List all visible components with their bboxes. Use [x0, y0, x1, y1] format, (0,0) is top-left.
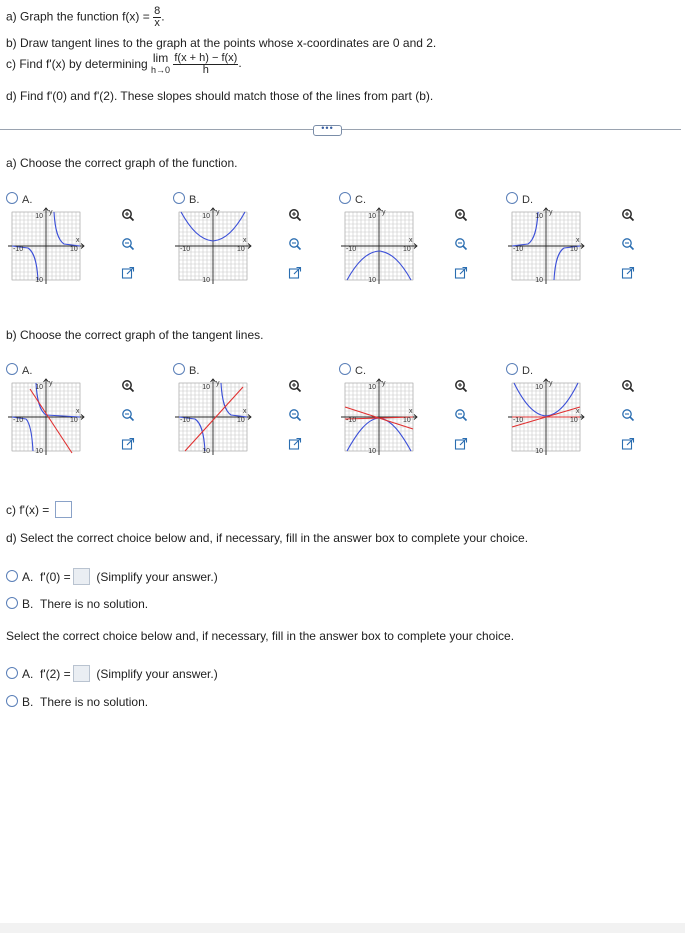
y-axis-label: y: [382, 209, 386, 216]
x-max-label: 10: [237, 417, 245, 424]
option-b-radio[interactable]: [173, 192, 199, 206]
section-b-prompt: b) Choose the correct graph of the tangent lines.: [6, 328, 264, 342]
part-c-answer-label: c) f'(x) =: [6, 503, 53, 517]
expand-dots-button[interactable]: •••: [313, 125, 342, 136]
fraction-denominator: x: [154, 17, 160, 29]
zoom-in-icon[interactable]: [288, 379, 302, 393]
option-a-radio[interactable]: [6, 363, 32, 377]
radio-button[interactable]: [6, 192, 18, 204]
x-max-label: 10: [403, 417, 411, 424]
y-min-label: 10: [368, 448, 376, 455]
simplify-hint: (Simplify your answer.): [96, 570, 218, 584]
section-a-prompt: a) Choose the correct graph of the function.: [6, 156, 238, 170]
x-max-label: 10: [70, 417, 78, 424]
zoom-in-icon[interactable]: [288, 208, 302, 222]
y-min-label: 10: [35, 277, 43, 284]
zoom-in-icon[interactable]: [621, 208, 635, 222]
radio-fprime0-b[interactable]: [6, 597, 18, 609]
choice-label: f'(2) =: [40, 667, 71, 681]
x-max-label: 10: [403, 246, 411, 253]
zoom-in-icon[interactable]: [454, 379, 468, 393]
y-min-label: 10: [202, 448, 210, 455]
x-axis-label: x: [576, 408, 580, 415]
function-graph: [339, 206, 419, 286]
open-new-window-icon[interactable]: [621, 266, 635, 280]
zoom-out-icon[interactable]: [121, 408, 135, 422]
y-axis-label: y: [216, 209, 220, 216]
part-c-suffix: .: [238, 56, 242, 71]
y-axis-label: y: [549, 380, 553, 387]
y-min-label: 10: [535, 277, 543, 284]
choice-fprime2-b[interactable]: [6, 695, 148, 709]
choice-letter: B.: [22, 695, 34, 709]
limit-notation: [151, 52, 170, 76]
y-min-label: 10: [535, 448, 543, 455]
x-min-label: -10: [346, 417, 357, 424]
zoom-out-icon[interactable]: [288, 408, 302, 422]
open-new-window-icon[interactable]: [454, 266, 468, 280]
option-letter: D.: [522, 365, 533, 377]
open-new-window-icon[interactable]: [121, 266, 135, 280]
x-max-label: 10: [570, 246, 578, 253]
zoom-out-icon[interactable]: [454, 237, 468, 251]
y-axis-label: y: [382, 380, 386, 387]
choice-fprime0-b[interactable]: [6, 597, 148, 611]
x-min-label: -10: [513, 417, 524, 424]
radio-button[interactable]: [506, 192, 518, 204]
open-new-window-icon[interactable]: [621, 437, 635, 451]
simplify-hint: (Simplify your answer.): [96, 667, 218, 681]
y-axis-label: y: [549, 209, 553, 216]
part-d-prompt-2: Select the correct choice below and, if necessary, fill in the answer box to complete your choice.: [6, 629, 515, 643]
limit-subscript: h→0: [151, 65, 171, 75]
fraction-numerator: 8: [154, 5, 161, 17]
function-fraction: [153, 6, 161, 29]
option-letter: B.: [189, 194, 200, 206]
part-d-statement: d) Find f'(0) and f'(2). These slopes should match those of the lines from part (b).: [6, 89, 434, 103]
radio-button[interactable]: [6, 363, 18, 375]
function-graph: [6, 377, 86, 457]
x-min-label: -10: [180, 246, 191, 253]
part-d-prompt: d) Select the correct choice below and, if necessary, fill in the answer box to complete your choice.: [6, 531, 529, 545]
y-max-label: 10: [202, 384, 210, 391]
option-graph: [173, 206, 253, 286]
y-axis-label: y: [49, 209, 53, 216]
zoom-out-icon[interactable]: [621, 408, 635, 422]
zoom-in-icon[interactable]: [121, 379, 135, 393]
y-axis-label: y: [49, 380, 53, 387]
y-axis-label: y: [216, 380, 220, 387]
option-letter: B.: [189, 365, 200, 377]
choice-letter: A.: [22, 667, 34, 681]
option-graph: [173, 377, 253, 457]
function-graph: [6, 206, 86, 286]
choice-fprime0-a[interactable]: [6, 568, 218, 585]
option-letter: C.: [355, 194, 366, 206]
y-max-label: 10: [368, 384, 376, 391]
function-graph: [506, 377, 586, 457]
difference-quotient: [173, 53, 238, 76]
x-axis-label: x: [409, 237, 413, 244]
zoom-out-icon[interactable]: [621, 237, 635, 251]
option-graph: [6, 377, 86, 457]
choice-letter: A.: [22, 570, 34, 584]
option-d-radio[interactable]: [506, 363, 533, 377]
choice-fprime2-a[interactable]: [6, 665, 218, 682]
part-b-statement: b) Draw tangent lines to the graph at the points whose x-coordinates are 0 and 2.: [6, 36, 437, 50]
part-a-prefix: a) Graph the function f(x) =: [6, 9, 154, 24]
part-a-statement: [6, 6, 165, 29]
choice-label: There is no solution.: [40, 695, 149, 709]
choice-label: f'(0) =: [40, 570, 71, 584]
x-min-label: -10: [13, 417, 24, 424]
option-graph: [506, 377, 586, 457]
function-graph: [339, 377, 419, 457]
radio-button[interactable]: [339, 192, 351, 204]
open-new-window-icon[interactable]: [121, 437, 135, 451]
radio-button[interactable]: [173, 192, 185, 204]
x-min-label: -10: [513, 246, 524, 253]
derivative-answer-box[interactable]: [55, 501, 72, 518]
x-max-label: 10: [570, 417, 578, 424]
part-c-answer-row: [6, 501, 72, 518]
fprime0-answer-box[interactable]: [73, 568, 90, 585]
y-max-label: 10: [202, 213, 210, 220]
page-footer: [0, 923, 685, 933]
zoom-in-icon[interactable]: [621, 379, 635, 393]
x-axis-label: x: [76, 408, 80, 415]
y-max-label: 10: [535, 213, 543, 220]
option-c-radio[interactable]: [339, 192, 366, 206]
y-min-label: 10: [202, 277, 210, 284]
zoom-out-icon[interactable]: [121, 237, 135, 251]
x-axis-label: x: [576, 237, 580, 244]
function-graph: [173, 377, 253, 457]
option-c-radio[interactable]: [339, 363, 366, 377]
x-min-label: -10: [180, 417, 191, 424]
radio-fprime2-b[interactable]: [6, 695, 18, 707]
x-axis-label: x: [76, 237, 80, 244]
open-new-window-icon[interactable]: [454, 437, 468, 451]
x-axis-label: x: [243, 237, 247, 244]
option-letter: C.: [355, 365, 366, 377]
quotient-denominator: h: [202, 63, 209, 76]
zoom-in-icon[interactable]: [454, 208, 468, 222]
part-a-suffix: .: [161, 9, 165, 24]
option-graph: [339, 377, 419, 457]
y-max-label: 10: [35, 213, 43, 220]
x-min-label: -10: [13, 246, 24, 253]
fprime2-answer-box[interactable]: [73, 665, 90, 682]
option-b-radio[interactable]: [173, 363, 199, 377]
radio-button[interactable]: [173, 363, 185, 375]
zoom-out-icon[interactable]: [288, 237, 302, 251]
option-a-radio[interactable]: [6, 192, 32, 206]
radio-button[interactable]: [339, 363, 351, 375]
y-max-label: 10: [35, 384, 43, 391]
choice-letter: B.: [22, 597, 34, 611]
y-min-label: 10: [35, 448, 43, 455]
function-graph: [173, 206, 253, 286]
option-graph: [6, 206, 86, 286]
radio-button[interactable]: [506, 363, 518, 375]
option-graph: [339, 206, 419, 286]
option-letter: D.: [522, 194, 533, 206]
open-new-window-icon[interactable]: [288, 437, 302, 451]
option-graph: [506, 206, 586, 286]
function-graph: [506, 206, 586, 286]
part-c-prefix: c) Find f'(x) by determining: [6, 57, 148, 71]
radio-fprime0-a[interactable]: [6, 570, 18, 582]
open-new-window-icon[interactable]: [288, 266, 302, 280]
quotient-numerator: f(x + h) − f(x): [174, 51, 238, 64]
x-min-label: -10: [346, 246, 357, 253]
limit-word: lim: [152, 51, 169, 65]
x-max-label: 10: [237, 246, 245, 253]
option-letter: A.: [22, 365, 33, 377]
x-max-label: 10: [70, 246, 78, 253]
zoom-in-icon[interactable]: [121, 208, 135, 222]
choice-label: There is no solution.: [40, 597, 149, 611]
x-axis-label: x: [409, 408, 413, 415]
y-max-label: 10: [535, 384, 543, 391]
y-max-label: 10: [368, 213, 376, 220]
part-c-statement: [6, 52, 242, 76]
radio-fprime2-a[interactable]: [6, 667, 18, 679]
y-min-label: 10: [368, 277, 376, 284]
zoom-out-icon[interactable]: [454, 408, 468, 422]
option-d-radio[interactable]: [506, 192, 533, 206]
x-axis-label: x: [243, 408, 247, 415]
option-letter: A.: [22, 194, 33, 206]
